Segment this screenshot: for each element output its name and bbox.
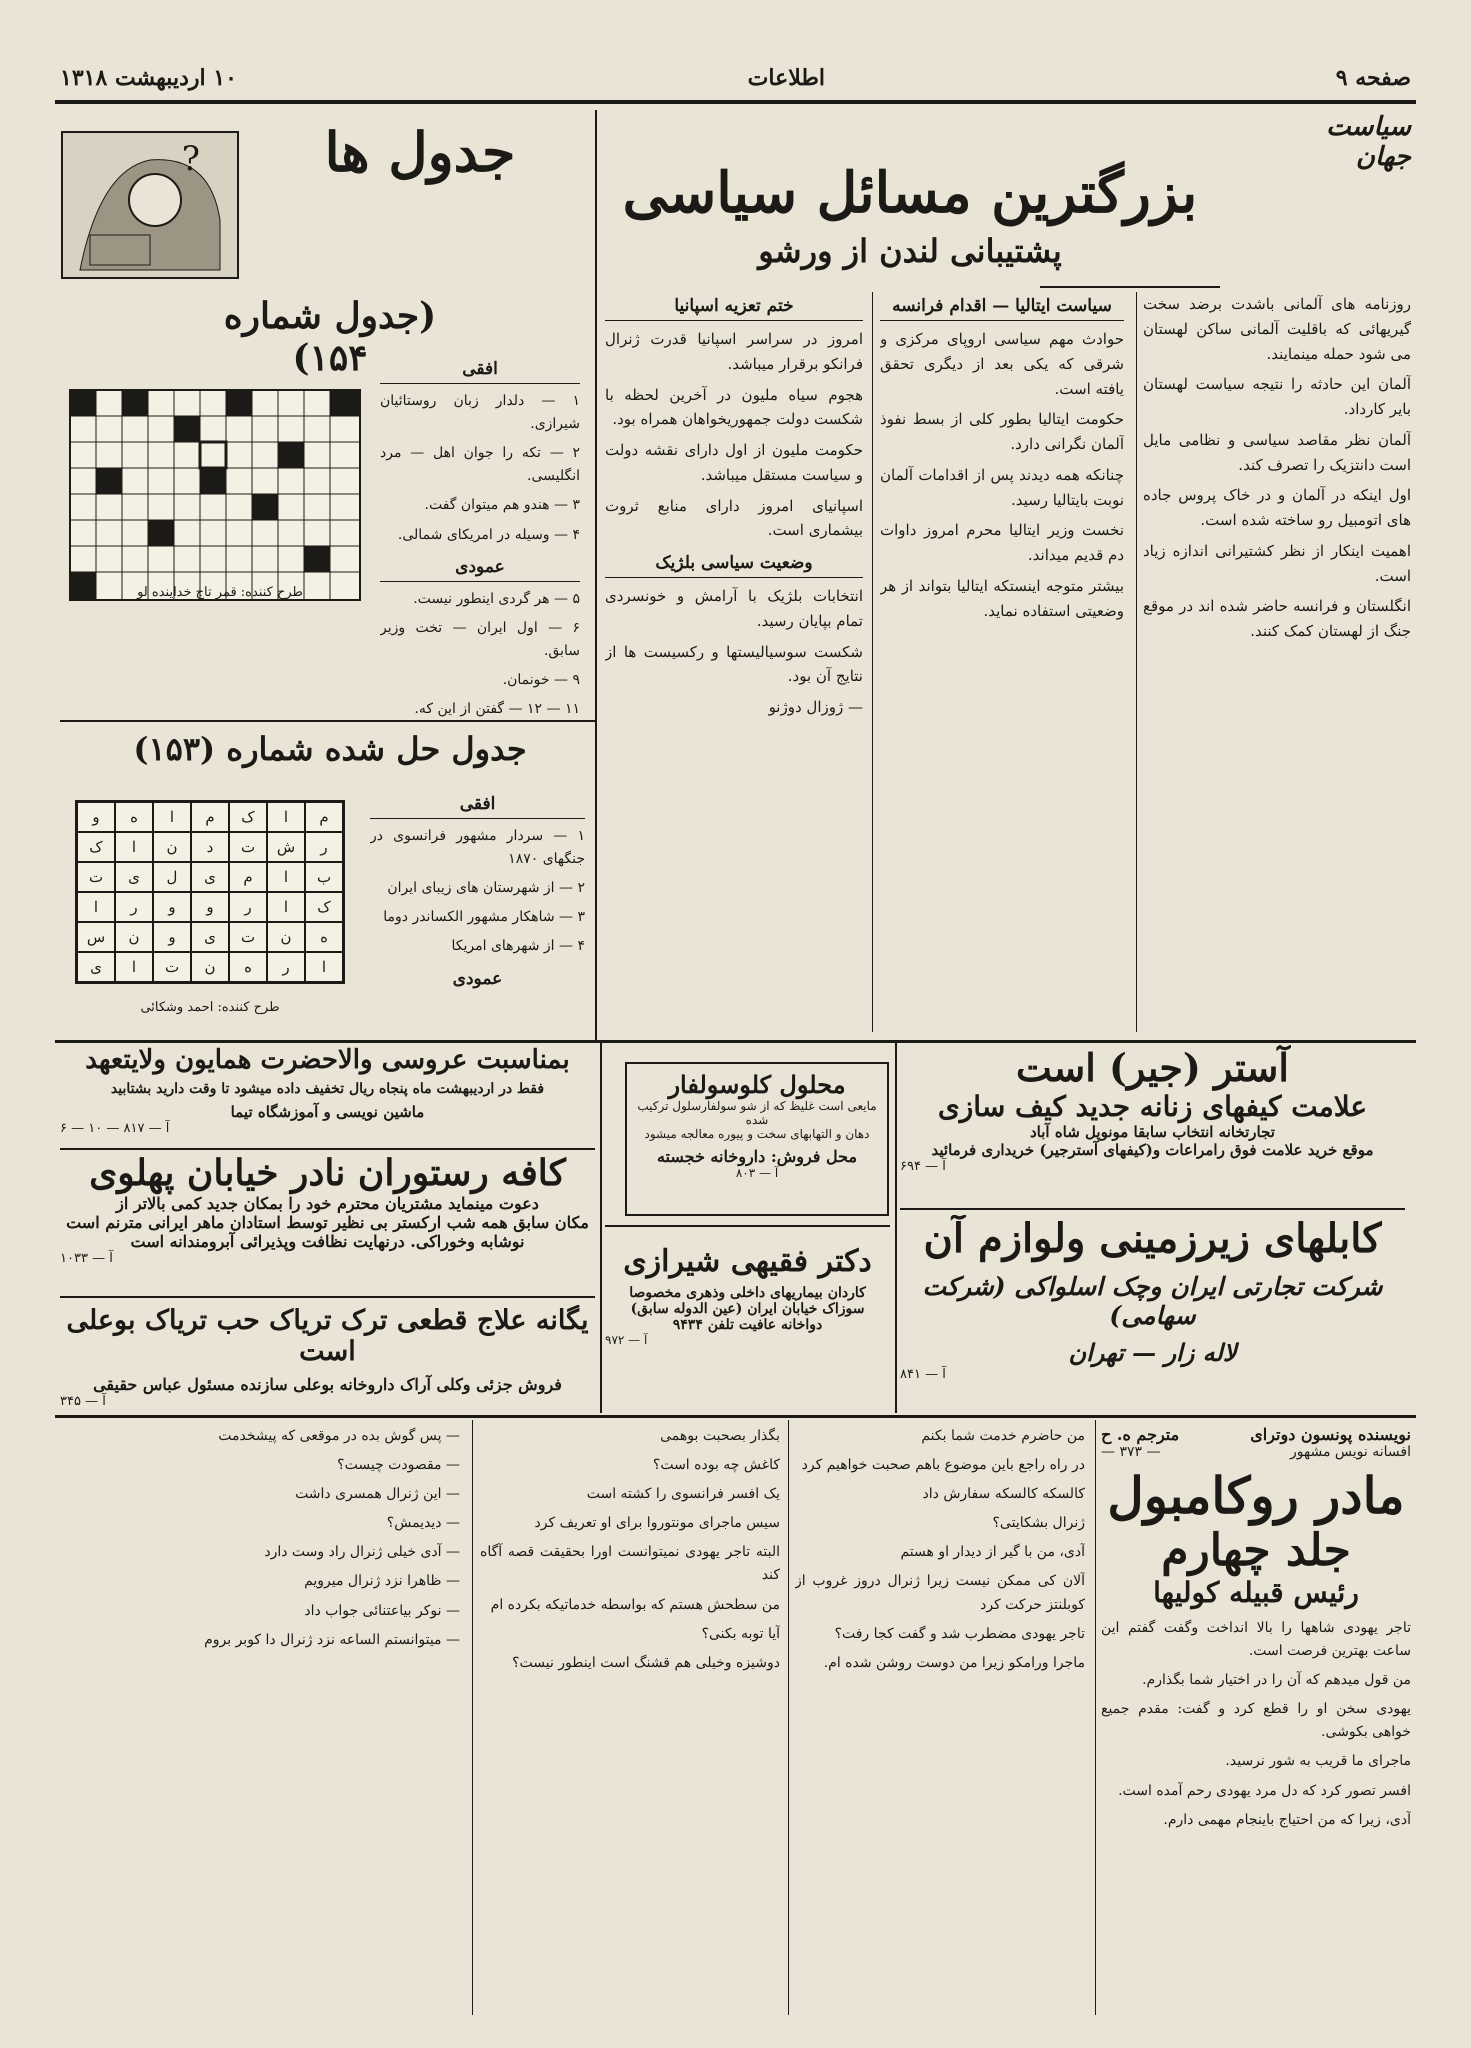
grid-cell: و bbox=[77, 802, 115, 832]
grid-cell: ا bbox=[267, 862, 305, 892]
serial-header bbox=[1101, 1425, 1411, 2015]
grid-cell: ا bbox=[115, 952, 153, 982]
grid-cell: ا bbox=[305, 952, 343, 982]
puzzle-154-title: (جدول شماره ۱۵۴) bbox=[223, 295, 437, 379]
serial-column-4: — پس گوش بده در موقعی که پیشخدمت — مقصودت چیست؟ — این ژنرال همسری داشت — دیدیمش؟ — آدی خیلی ژنرال راد وست دارد — ظاهرا نزد ژنرال میرویم — نوکر بیاعتنائی جواب داد — میتوانستم الساعه نزد ژنرال دا کوبر بروم bbox=[204, 1428, 460, 1648]
puzzle-153-designer: طرح کننده: احمد وشکائی bbox=[140, 1000, 280, 1015]
grid-cell: ی bbox=[191, 862, 229, 892]
spain-subtitle: ختم تعزیه اسپانیا bbox=[605, 292, 863, 321]
ad-cables-code: آ — ۸۴۱ bbox=[900, 1367, 946, 1382]
ad-opium-line: فروش جزئی وکلی آراک داروخانه بوعلی سازنده مسئول عباس حقیقی bbox=[93, 1375, 562, 1394]
subhead-rule bbox=[1040, 286, 1220, 288]
puzzle-154-designer: طرح کننده: قمر تاج خداینده لو bbox=[137, 585, 303, 600]
puzzles-title: جدول ها bbox=[324, 120, 516, 184]
ad-divider bbox=[900, 1208, 1405, 1210]
grid-cell: ر bbox=[229, 892, 267, 922]
grid-cell: ی bbox=[191, 922, 229, 952]
grid-cell: ن bbox=[191, 952, 229, 982]
grid-cell: ت bbox=[229, 832, 267, 862]
ad-astar-line: تجارتخانه انتخاب سابقا مونوپل شاه آباد bbox=[1030, 1123, 1275, 1141]
ad-cafe-line: نوشابه وخوراکی. درنهایت نظافت وپذیرائی آبرومندانه است bbox=[130, 1232, 525, 1251]
puzzle-153-clues: افقی ۱ — سردار مشهور فرانسوی در جنگهای ۱۸۷۰ ۲ — از شهرستان های زیبای ایران ۳ — شاهکار مشهور الکساندر دوما ۴ — از شهرهای امریکا عمودی bbox=[370, 790, 585, 990]
serial-divider bbox=[1095, 1420, 1096, 2015]
ad-column-divider bbox=[600, 1043, 602, 1413]
ad-closulfar-line: مایعی است غلیظ که از شو سولفارسلول ترکیب شده bbox=[637, 1099, 877, 1127]
ad-jewelry-title: بمناسبت عروسی والاحضرت همایون ولایتعهد bbox=[85, 1045, 570, 1075]
ad-doctor-code: آ — ۹۷۲ bbox=[605, 1333, 648, 1347]
puzzle-153-title: جدول حل شده شماره (۱۵۳) bbox=[133, 730, 527, 768]
ad-cables-company: شرکت تجارتی ایران وچک اسلواکی (شرکت سهامی) bbox=[922, 1272, 1383, 1330]
ad-divider bbox=[60, 1148, 595, 1150]
grid-cell: ه bbox=[229, 952, 267, 982]
politics-headline: بزرگترین مسائل سیاسی bbox=[622, 160, 1198, 226]
politics-column-3: ختم تعزیه اسپانیا امروز در سراسر اسپانیا قدرت ژنرال فرانکو برقرار میباشد. هجوم سیاه ملیون در آخرین لحظه با شکست دولت جمهوریخواهان همراه بود. حکومت ملیون از اول دارای نقشه دولت و سیاست مستقل میباشد. اسپانیای امروز دارای منابع ثروت بیشماری است. وضعیت سیاسی بلژیک انتخابات بلژیک با آرامش و خونسردی تمام بپایان رسید. شکست سوسیالیستها و رکسیست ها از نتایج آن بود. — ژوزال دوژنو bbox=[605, 292, 863, 1032]
grid-cell: م bbox=[229, 862, 267, 892]
grid-cell: ن bbox=[115, 922, 153, 952]
ad-cafe-title: کافه رستوران نادر خیابان پهلوی bbox=[89, 1152, 566, 1194]
serial-column-2: من حاضرم خدمت شما بکنم در راه راجع باین موضوع باهم صحبت خواهیم کرد کالسکه کالسکه سفارش داد ژنرال بشکایتی؟ آدی، من با گیر از دیدار او هستم آلان کی ممکن نیست زیرا ژنرال دروز غروب از کوبلنتز حرکت کرد تاجر یهودی مضطرب شد و گفت کجا رفت؟ ماجرا ورامکو زیرا من دوست روشن شده ام. bbox=[795, 1428, 1085, 1671]
ad-astar-line: موقع خرید علامت فوق رامراعات و(کیفهای آسترجیر) خریداری فرمائید bbox=[931, 1141, 1374, 1159]
ad-doctor bbox=[605, 1230, 890, 1405]
politics-column-1: روزنامه های آلمانی باشدت برضد سخت گیریهائی که باقلیت آلمانی ساکن لهستان می شود حمله مینمایند. آلمان این حادثه را نتیجه سیاست لهستان بایر کارداد. آلمان نظر مقاصد سیاسی و نظامی مایل است دانتزیک را تصرف کند. اول اینکه در آلمان و در خاک پروس جاده های اتومبیل رو ساخته شده است. اهمیت اینکار از نظر کشتیرانی اندازه زیاد است. انگلستان و فرانسه حاضر شده اند در موقع جنگ از لهستان کمک کنند. bbox=[1143, 295, 1411, 640]
ad-astar bbox=[900, 1045, 1405, 1205]
serial-divider bbox=[788, 1420, 789, 2015]
serial-column-1: تاجر یهودی شاهها را بالا انداخت وگفت گفتم این ساعت بهترین فرصت است. من قول میدهم که آن را در اختیار شما بگذارم. یهودی سخن او را قطع کرد و گفت: مقدم جمیع خواهی بکوشی. ماجرای ما قریب به شور نرسید. افسر تصور کرد که دل مرد یهودی رحم آمده است. آدی، زیرا که من احتیاج باینجام مهمی دارم. bbox=[1101, 1620, 1411, 1828]
grid-cell: ش bbox=[267, 832, 305, 862]
grid-cell: ی bbox=[77, 952, 115, 982]
down-heading: عمودی bbox=[380, 553, 580, 582]
grid-cell: ا bbox=[115, 832, 153, 862]
column-divider bbox=[1136, 292, 1137, 1032]
grid-cell: ر bbox=[305, 832, 343, 862]
ad-opium-code: آ — ۳۴۵ bbox=[60, 1394, 106, 1405]
ad-cables bbox=[900, 1215, 1405, 1405]
ad-cables-title: کابلهای زیرزمینی ولوازم آن bbox=[923, 1215, 1382, 1262]
ad-closulfar-code: آ — ۸۰۳ bbox=[735, 1166, 779, 1180]
grid-cell: و bbox=[153, 922, 191, 952]
ad-doctor-line: سوزاک خیابان ایران (عین الدوله سابق) bbox=[630, 1301, 865, 1317]
across-heading: افقی bbox=[380, 355, 580, 384]
puzzle-153-grid bbox=[75, 800, 345, 984]
ad-opium-cure bbox=[60, 1305, 595, 1405]
puzzle-divider bbox=[60, 720, 595, 722]
ad-cafe-line: مکان سابق همه شب ارکستر بی نظیر توسط استادان ماهر ایرانی مترنم است bbox=[66, 1213, 589, 1232]
ad-opium-title: یگانه علاج قطعی ترک تریاک حب تریاک بوعلی است bbox=[66, 1305, 589, 1367]
ad-cafe-code: آ — ۱۰۳۳ bbox=[60, 1251, 113, 1266]
section-divider bbox=[595, 110, 597, 1040]
grid-cell: ر bbox=[267, 952, 305, 982]
serial-subtitle: رئیس قبیله کولیها bbox=[1153, 1576, 1359, 1609]
grid-cell: ن bbox=[153, 832, 191, 862]
grid-cell: و bbox=[191, 892, 229, 922]
ad-jewelry-code: آ — ۸۱۷ — ۱۰ — ۶ bbox=[60, 1121, 170, 1136]
ads-top-rule bbox=[55, 1040, 1416, 1043]
serial-number: — ۳۷۳ — bbox=[1101, 1444, 1161, 1460]
ad-doctor-title: دکتر فقیهی شیرازی bbox=[623, 1244, 872, 1279]
ad-astar-code: آ — ۶۹۴ bbox=[900, 1159, 946, 1174]
grid-cell: ن bbox=[267, 922, 305, 952]
ad-column-divider bbox=[895, 1043, 897, 1413]
page-header bbox=[60, 58, 1411, 98]
serial-translator: مترجم ه. ح bbox=[1101, 1425, 1180, 1444]
belgium-subtitle: وضعیت سیاسی بلژیک bbox=[605, 549, 863, 578]
ad-jewelry bbox=[60, 1045, 595, 1155]
puzzle-illustration bbox=[60, 130, 240, 280]
serial-column-3: بگذار بصحبت بوهمی کاغش چه بوده است؟ یک افسر فرانسوی را کشته است سیس ماجرای مونتوروا برای او تعریف کرد البته تاجر یهودی نمیتوانست اورا بحقیقت قصه آگاه کند من سطحش هستم که بواسطه خدماتیکه بکرده ام آیا توبه بکنی؟ دوشیزه وخیلی هم قشنگ است اینطور نیست؟ bbox=[480, 1428, 780, 1671]
grid-cell: ک bbox=[305, 892, 343, 922]
issue-date: ۱۰ اردیبهشت ۱۳۱۸ bbox=[60, 65, 237, 91]
grid-cell: ک bbox=[77, 832, 115, 862]
ad-divider bbox=[605, 1225, 890, 1227]
ad-divider bbox=[60, 1296, 595, 1298]
grid-cell: ا bbox=[77, 892, 115, 922]
ad-doctor-line: دواخانه عافیت تلفن ۹۴۳۴ bbox=[672, 1317, 823, 1333]
puzzle-154-grid bbox=[60, 380, 370, 610]
serial-note: افسانه نویس مشهور bbox=[1290, 1444, 1411, 1460]
puzzle-154-clues: افقی ۱ — دلدار زبان روستائیان شیرازی. ۲ — تکه را جوان اهل — مرد انگلیسی. ۳ — هندو هم میتوان گفت. ۴ — وسیله در امریکای شمالی. عمودی ۵ — هر گردی اینطور نیست. ۶ — اول ایران — تخت وزیر سابق. ۹ — خونمان. ۱۱ — ۱۲ — گفتن از این که. bbox=[380, 355, 580, 755]
grid-cell: ا bbox=[267, 802, 305, 832]
grid-cell: ت bbox=[77, 862, 115, 892]
newspaper-name: اطلاعات bbox=[747, 65, 825, 91]
ad-cafe-line: دعوت مینماید مشتریان محترم خود را بمکان جدید کمی بالاتر از bbox=[116, 1194, 539, 1213]
grid-cell: م bbox=[305, 802, 343, 832]
grid-cell: د bbox=[191, 832, 229, 862]
serial-title: مادر روکامبول bbox=[1107, 1466, 1405, 1525]
ad-jewelry-line: فقط در اردیبهشت ماه پنجاه ریال تخفیف داده میشود تا وقت دارید بشتابید bbox=[110, 1081, 545, 1097]
ad-closulfar-title: محلول کلوسولفار bbox=[668, 1070, 846, 1099]
grid-cell: ب bbox=[305, 862, 343, 892]
section-kicker: سیاست جهان bbox=[1326, 112, 1411, 172]
ad-closulfar-sales: محل فروش: داروخانه خجسته bbox=[656, 1147, 858, 1166]
ad-closulfar-line: دهان و التهابهای سخت و پیوره معالجه میشود bbox=[644, 1127, 870, 1141]
header-rule bbox=[55, 100, 1416, 104]
grid-cell: ی bbox=[115, 862, 153, 892]
across-heading-153: افقی bbox=[370, 790, 585, 819]
serial-volume: جلد چهارم bbox=[1161, 1525, 1351, 1576]
column-divider bbox=[872, 292, 873, 1032]
grid-cell: ا bbox=[267, 892, 305, 922]
ad-cafe bbox=[60, 1152, 595, 1292]
grid-cell: ل bbox=[153, 862, 191, 892]
grid-cell: ه bbox=[115, 802, 153, 832]
ad-astar-sub: علامت کیفهای زنانه جدید کیف سازی bbox=[937, 1090, 1368, 1123]
ad-astar-title: آستر (جیر) است bbox=[1016, 1045, 1289, 1090]
grid-cell: ه bbox=[305, 922, 343, 952]
grid-cell: ت bbox=[229, 922, 267, 952]
page-number: صفحه ۹ bbox=[1335, 65, 1411, 91]
ad-jewelry-line: ماشین نویسی و آموزشگاه تیما bbox=[230, 1103, 425, 1121]
svg-text:?: ? bbox=[181, 139, 200, 179]
ad-cables-city: لاله زار — تهران bbox=[1068, 1338, 1237, 1367]
italy-subtitle: سیاست ایتالیا — اقدام فرانسه bbox=[880, 292, 1124, 321]
serial-author: نویسنده پونسون دوترای bbox=[1250, 1425, 1411, 1444]
grid-cell: ا bbox=[153, 802, 191, 832]
down-heading-153: عمودی bbox=[370, 965, 585, 990]
politics-column-2: سیاست ایتالیا — اقدام فرانسه حوادث مهم سیاسی اروپای مرکزی و شرقی که یکی بعد از دیگری تحقق یافته است. حکومت ایتالیا بطور کلی از بسط نفوذ آلمان نگرانی دارد. چنانکه همه دیدند پس از اقدامات آلمان نوبت بایتالیا رسید. نخست وزیر ایتالیا محرم امروز داوات دم قدیم میداند. بیشتر متوجه اینستکه ایتالیا بتواند از هر وضعیتی استفاده نماید. bbox=[880, 292, 1124, 1032]
grid-cell: م bbox=[191, 802, 229, 832]
ad-closulfar bbox=[625, 1062, 889, 1216]
grid-cell: و bbox=[153, 892, 191, 922]
grid-cell: ر bbox=[115, 892, 153, 922]
ad-doctor-line: کاردان بیماریهای داخلی وذهری مخصوصا bbox=[629, 1285, 866, 1301]
politics-subhead: پشتیبانی لندن از ورشو bbox=[758, 232, 1062, 270]
grid-cell: ک bbox=[229, 802, 267, 832]
serial-divider bbox=[472, 1420, 473, 2015]
serial-top-rule bbox=[55, 1415, 1416, 1418]
grid-cell: س bbox=[77, 922, 115, 952]
grid-cell: ت bbox=[153, 952, 191, 982]
